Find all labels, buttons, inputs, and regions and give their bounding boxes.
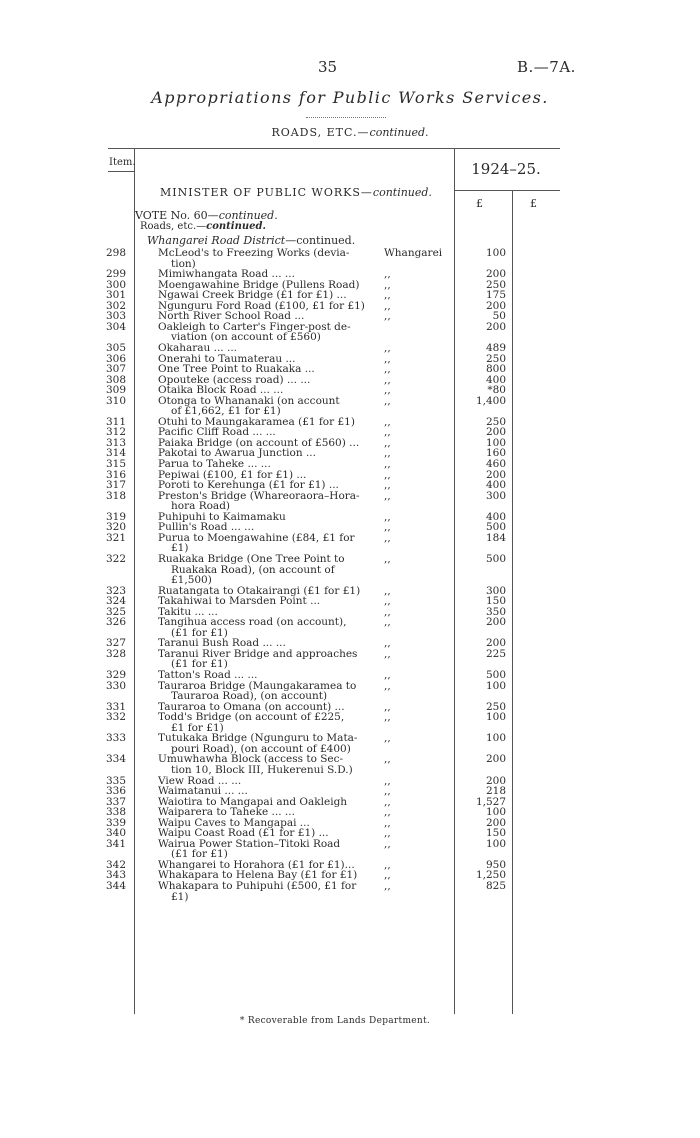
item-amount: *80 bbox=[487, 384, 506, 397]
item-amount: 1,527 bbox=[475, 795, 506, 808]
item-location: ,, bbox=[384, 753, 391, 766]
item-description: Preston's Bridge (Whareoraora–Hora- bbox=[158, 489, 360, 502]
item-location: ,, bbox=[384, 426, 391, 439]
item-amount: 250 bbox=[485, 278, 506, 291]
page-title: Appropriations for Public Works Services. bbox=[151, 88, 549, 107]
item-column-rule bbox=[134, 148, 135, 1014]
item-amount: 200 bbox=[485, 616, 506, 629]
year-column-header: 1924–25. bbox=[471, 160, 541, 178]
item-amount: 200 bbox=[485, 299, 506, 312]
item-location: ,, bbox=[384, 521, 391, 534]
item-location: ,, bbox=[384, 880, 391, 892]
item-number: 311 bbox=[106, 415, 127, 428]
item-location: ,, bbox=[384, 806, 391, 819]
table-top-rule bbox=[108, 148, 560, 149]
item-description: Onerahi to Taumaterau ... bbox=[158, 352, 296, 365]
item-amount: 100 bbox=[485, 436, 506, 449]
item-amount: 500 bbox=[485, 552, 506, 565]
item-location: ,, bbox=[384, 785, 391, 798]
item-description: of £1,662, £1 for £1) bbox=[171, 405, 281, 418]
item-description: Otonga to Whananaki (on account bbox=[158, 394, 340, 407]
item-description: tion) bbox=[171, 257, 196, 270]
item-number: 305 bbox=[106, 341, 127, 354]
item-description: Umuwhawha Block (access to Sec- bbox=[158, 753, 344, 766]
item-description: Takahiwai to Marsden Point ... bbox=[158, 595, 321, 608]
item-amount: 950 bbox=[485, 858, 506, 871]
item-number: 299 bbox=[106, 268, 127, 281]
item-amount: 200 bbox=[485, 426, 506, 439]
item-amount: 150 bbox=[485, 827, 506, 840]
item-description: Pullin's Road ... ... bbox=[158, 521, 255, 534]
item-number: 318 bbox=[106, 489, 127, 502]
item-amount: 200 bbox=[485, 268, 506, 281]
item-number: 332 bbox=[106, 711, 127, 724]
item-location: ,, bbox=[384, 278, 391, 291]
item-number: 326 bbox=[106, 616, 127, 629]
item-description: Parua to Taheke ... ... bbox=[158, 458, 271, 470]
title-divider bbox=[306, 117, 386, 118]
item-location: ,, bbox=[384, 552, 391, 565]
item-description: Ruatangata to Otakairangi (£1 for £1) bbox=[158, 584, 361, 597]
item-description: View Road ... ... bbox=[158, 774, 242, 787]
item-description: Ngawai Creek Bridge (£1 for £1) ... bbox=[158, 289, 347, 302]
document-reference: B.—7A. bbox=[517, 58, 576, 76]
vote-heading: VOTE No. 60—continued. bbox=[135, 209, 278, 222]
item-number: 331 bbox=[106, 700, 127, 713]
item-description: Whakapara to Puhipuhi (£500, £1 for bbox=[158, 880, 357, 892]
item-amount: 184 bbox=[485, 531, 506, 544]
item-amount: 200 bbox=[485, 816, 506, 829]
item-description: Tatton's Road ... ... bbox=[158, 669, 258, 681]
item-description: Mimiwhangata Road ... ... bbox=[158, 268, 295, 281]
item-number: 338 bbox=[106, 806, 127, 819]
item-amount: 500 bbox=[485, 521, 506, 534]
item-description: McLeod's to Freezing Works (devia- bbox=[158, 247, 350, 259]
footnote: * Recoverable from Lands Department. bbox=[239, 1016, 431, 1026]
item-location: ,, bbox=[384, 679, 391, 692]
item-description: Tauraroa Bridge (Maungakaramea to bbox=[158, 679, 357, 692]
item-number: 334 bbox=[106, 753, 127, 766]
item-description: £1) bbox=[171, 890, 189, 903]
item-location: Whangarei bbox=[384, 247, 443, 259]
item-number: 330 bbox=[106, 679, 127, 692]
minister-heading: MINISTER OF PUBLIC WORKS—continued. bbox=[160, 186, 432, 199]
item-header-rule bbox=[108, 171, 134, 172]
item-amount: 200 bbox=[485, 753, 506, 766]
section-heading: ROADS, ETC.—continued. bbox=[271, 126, 429, 139]
item-description: Waiparera to Taheke ... ... bbox=[158, 806, 295, 819]
item-number: 300 bbox=[106, 278, 127, 291]
item-number: 319 bbox=[106, 510, 127, 523]
item-amount: 400 bbox=[485, 479, 506, 492]
amount-column-left-rule bbox=[454, 148, 455, 1014]
item-number: 301 bbox=[106, 289, 127, 302]
item-column-header: Item. bbox=[109, 157, 136, 168]
item-location: ,, bbox=[384, 869, 391, 882]
item-location: ,, bbox=[384, 341, 391, 354]
year-header-rule bbox=[454, 190, 560, 191]
item-description: Taranui River Bridge and approaches bbox=[158, 647, 358, 660]
item-description: Waiotira to Mangapai and Oakleigh bbox=[158, 795, 348, 808]
item-location: ,, bbox=[384, 616, 391, 629]
item-description: Whakapara to Helena Bay (£1 for £1) bbox=[158, 869, 358, 882]
item-description: (£1 for £1) bbox=[171, 658, 228, 671]
item-location: ,, bbox=[384, 795, 391, 808]
item-description: Purua to Moengawahine (£84, £1 for bbox=[158, 531, 355, 544]
item-amount: 200 bbox=[485, 320, 506, 333]
item-amount: 200 bbox=[485, 468, 506, 481]
item-description: Opouteke (access road) ... ... bbox=[158, 373, 311, 386]
item-description: Tauraroa Road), (on account) bbox=[171, 690, 328, 703]
item-amount: 100 bbox=[485, 837, 506, 850]
item-number: 325 bbox=[106, 605, 127, 618]
item-location: ,, bbox=[384, 479, 391, 492]
item-amount: 150 bbox=[485, 595, 506, 608]
item-location: ,, bbox=[384, 268, 391, 281]
item-description: Tutukaka Bridge (Ngunguru to Mata- bbox=[158, 732, 358, 745]
item-description: Pepiwai (£100, £1 for £1) ... bbox=[158, 468, 307, 481]
item-number: 304 bbox=[106, 320, 127, 333]
item-location: ,, bbox=[384, 711, 391, 724]
item-amount: 225 bbox=[485, 647, 506, 660]
item-amount: 200 bbox=[485, 637, 506, 650]
item-location: ,, bbox=[384, 774, 391, 787]
item-location: ,, bbox=[384, 299, 391, 312]
item-number: 339 bbox=[106, 816, 127, 829]
item-description: Okaharau ... ... bbox=[158, 341, 237, 354]
currency-header-1: £ bbox=[476, 197, 483, 210]
item-number: 342 bbox=[106, 858, 127, 871]
item-number: 329 bbox=[106, 669, 127, 681]
item-description: Otaika Block Road ... ... bbox=[158, 384, 284, 397]
item-description: Tangihua access road (on account), bbox=[158, 616, 347, 629]
item-description: hora Road) bbox=[171, 500, 231, 513]
item-amount: 250 bbox=[485, 700, 506, 713]
item-location: ,, bbox=[384, 289, 391, 302]
item-number: 324 bbox=[106, 595, 127, 608]
item-number: 344 bbox=[106, 880, 127, 892]
item-number: 312 bbox=[106, 426, 127, 439]
item-number: 333 bbox=[106, 732, 127, 745]
item-description: Takitu ... ... bbox=[158, 605, 218, 618]
item-description: £1,500) bbox=[171, 574, 212, 587]
item-description: (£1 for £1) bbox=[171, 626, 228, 639]
item-amount: 500 bbox=[485, 669, 506, 681]
item-amount: 200 bbox=[485, 774, 506, 787]
item-description: Ruakaka Bridge (One Tree Point to bbox=[158, 552, 345, 565]
item-amount: 50 bbox=[492, 310, 506, 323]
item-amount: 250 bbox=[485, 352, 506, 365]
item-description: Todd's Bridge (on account of £225, bbox=[158, 711, 345, 724]
item-number: 313 bbox=[106, 436, 127, 449]
item-description: Paiaka Bridge (on account of £560) ... bbox=[158, 436, 360, 449]
item-description: Waipu Caves to Mangapai ... bbox=[158, 816, 310, 829]
item-amount: 460 bbox=[485, 458, 506, 470]
item-description: Taranui Bush Road ... ... bbox=[158, 637, 286, 650]
item-description: Oakleigh to Carter's Finger-post de- bbox=[158, 320, 351, 333]
item-number: 298 bbox=[106, 247, 127, 259]
item-number: 335 bbox=[106, 774, 127, 787]
item-location: ,, bbox=[384, 595, 391, 608]
item-location: ,, bbox=[384, 436, 391, 449]
item-number: 328 bbox=[106, 647, 127, 660]
item-location: ,, bbox=[384, 858, 391, 871]
item-amount: 100 bbox=[485, 247, 506, 259]
item-description: Moengawahine Bridge (Pullens Road) bbox=[158, 278, 360, 291]
item-description: North River School Road ... bbox=[158, 310, 305, 323]
item-amount: 100 bbox=[485, 679, 506, 692]
item-number: 337 bbox=[106, 795, 127, 808]
item-description: viation (on account of £560) bbox=[171, 331, 321, 344]
item-number: 310 bbox=[106, 394, 127, 407]
item-amount: 400 bbox=[485, 510, 506, 523]
item-number: 302 bbox=[106, 299, 127, 312]
item-number: 303 bbox=[106, 310, 127, 323]
item-location: ,, bbox=[384, 373, 391, 386]
item-description: Wairua Power Station–Titoki Road bbox=[158, 837, 341, 850]
district-subheading: Whangarei Road District—continued. bbox=[147, 234, 356, 247]
item-number: 307 bbox=[106, 363, 127, 376]
item-location: ,, bbox=[384, 647, 391, 660]
item-description: (£1 for £1) bbox=[171, 848, 228, 861]
item-number: 327 bbox=[106, 637, 127, 650]
item-description: Poroti to Kerehunga (£1 for £1) ... bbox=[158, 479, 339, 492]
item-location: ,, bbox=[384, 732, 391, 745]
item-description: Puhipuhi to Kaimamaku bbox=[158, 510, 286, 523]
item-amount: 160 bbox=[485, 447, 506, 460]
item-description: Pakotai to Awarua Junction ... bbox=[158, 447, 316, 460]
item-location: ,, bbox=[384, 700, 391, 713]
item-location: ,, bbox=[384, 605, 391, 618]
item-amount: 100 bbox=[485, 732, 506, 745]
item-amount: 800 bbox=[485, 363, 506, 376]
item-number: 306 bbox=[106, 352, 127, 365]
item-location: ,, bbox=[384, 837, 391, 850]
item-number: 322 bbox=[106, 552, 127, 565]
item-description: Waimatanui ... ... bbox=[158, 785, 248, 798]
item-number: 340 bbox=[106, 827, 127, 840]
item-location: ,, bbox=[384, 510, 391, 523]
item-location: ,, bbox=[384, 310, 391, 323]
item-location: ,, bbox=[384, 363, 391, 376]
item-number: 323 bbox=[106, 584, 127, 597]
item-amount: 218 bbox=[485, 785, 506, 798]
item-description: £1) bbox=[171, 542, 189, 555]
item-amount: 825 bbox=[485, 880, 506, 892]
item-location: ,, bbox=[384, 669, 391, 681]
item-location: ,, bbox=[384, 352, 391, 365]
item-amount: 489 bbox=[485, 341, 506, 354]
item-location: ,, bbox=[384, 489, 391, 502]
item-location: ,, bbox=[384, 415, 391, 428]
item-description: Pacific Cliff Road ... ... bbox=[158, 426, 276, 439]
item-amount: 100 bbox=[485, 711, 506, 724]
item-amount: 1,400 bbox=[475, 394, 506, 407]
item-description: £1 for £1) bbox=[171, 721, 224, 734]
item-location: ,, bbox=[384, 384, 391, 397]
item-amount: 250 bbox=[485, 415, 506, 428]
item-amount: 400 bbox=[485, 373, 506, 386]
item-amount: 300 bbox=[485, 584, 506, 597]
item-location: ,, bbox=[384, 447, 391, 460]
roads-subheading: Roads, etc.—continued. bbox=[140, 221, 266, 232]
item-description: pouri Road), (on account of £400) bbox=[171, 742, 351, 755]
item-amount: 175 bbox=[485, 289, 506, 302]
page-number: 35 bbox=[318, 58, 338, 76]
item-description: One Tree Point to Ruakaka ... bbox=[158, 363, 315, 376]
item-location: ,, bbox=[384, 458, 391, 470]
item-location: ,, bbox=[384, 637, 391, 650]
item-description: tion 10, Block III, Hukerenui S.D.) bbox=[171, 763, 353, 776]
currency-header-2: £ bbox=[530, 197, 537, 210]
item-description: Ngunguru Ford Road (£100, £1 for £1) bbox=[158, 299, 365, 312]
item-number: 314 bbox=[106, 447, 127, 460]
item-number: 317 bbox=[106, 479, 127, 492]
amount-column-mid-rule bbox=[512, 190, 513, 1014]
item-location: ,, bbox=[384, 827, 391, 840]
item-number: 336 bbox=[106, 785, 127, 798]
item-number: 316 bbox=[106, 468, 127, 481]
item-location: ,, bbox=[384, 816, 391, 829]
item-amount: 350 bbox=[485, 605, 506, 618]
item-number: 315 bbox=[106, 458, 127, 470]
item-description: Otuhi to Maungakaramea (£1 for £1) bbox=[158, 415, 355, 428]
item-number: 320 bbox=[106, 521, 127, 534]
item-location: ,, bbox=[384, 468, 391, 481]
item-number: 321 bbox=[106, 531, 127, 544]
item-number: 308 bbox=[106, 373, 127, 386]
item-amount: 100 bbox=[485, 806, 506, 819]
item-description: Whangarei to Horahora (£1 for £1)... bbox=[158, 858, 355, 871]
item-description: Ruakaka Road), (on account of bbox=[171, 563, 335, 576]
item-location: ,, bbox=[384, 394, 391, 407]
item-location: ,, bbox=[384, 584, 391, 597]
item-number: 341 bbox=[106, 837, 127, 850]
item-description: Waipu Coast Road (£1 for £1) ... bbox=[158, 827, 329, 840]
item-number: 343 bbox=[106, 869, 127, 882]
item-description: Tauraroa to Omana (on account) ... bbox=[158, 700, 345, 713]
item-amount: 300 bbox=[485, 489, 506, 502]
item-amount: 1,250 bbox=[475, 869, 506, 882]
item-location: ,, bbox=[384, 531, 391, 544]
item-number: 309 bbox=[106, 384, 127, 397]
